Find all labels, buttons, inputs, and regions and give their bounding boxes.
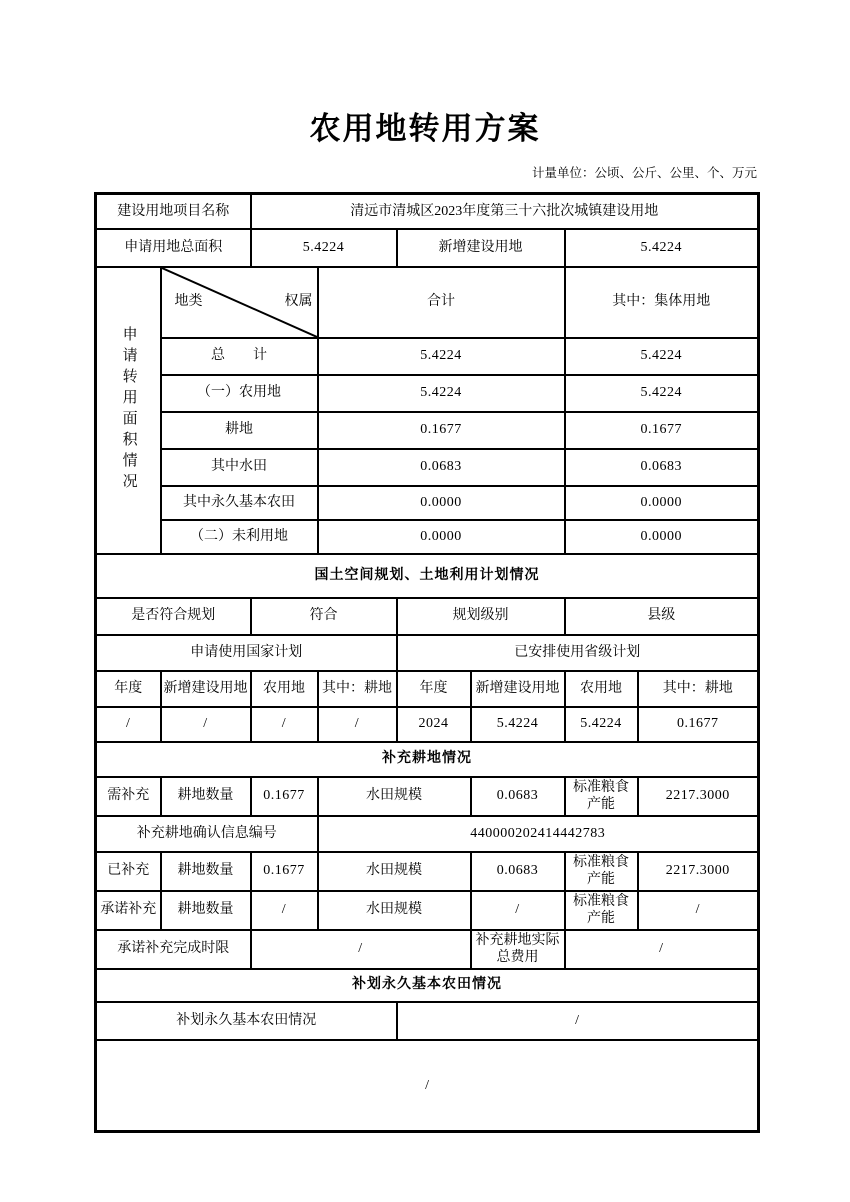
paddy-scale-label: 水田规模 (318, 777, 471, 816)
plan-col-header-year-2: 年度 (397, 671, 471, 707)
national-plan-header: 申请使用国家计划 (96, 635, 397, 671)
supplement-needed-label: 需补充 (96, 777, 161, 816)
supplement-promised-capacity: / (638, 891, 759, 930)
qty-label: 耕地数量 (161, 852, 251, 891)
compliance-label: 是否符合规划 (96, 598, 251, 635)
permanent-basic-farmland-label: 其中永久基本农田 (161, 486, 318, 520)
row-cultivated-land (96, 412, 759, 449)
plan-level-value: 县级 (565, 598, 759, 635)
paddy-field-collective: 0.0683 (565, 449, 759, 486)
row-project-name (96, 194, 759, 229)
row-farmland-replan (96, 1002, 759, 1040)
plan-level-label: 规划级别 (397, 598, 565, 635)
agricultural-land-collective: 5.4224 (565, 375, 759, 412)
plan-value-year-2: 2024 (397, 707, 471, 742)
row-supplement-needed (96, 777, 759, 816)
plan-value-agri-1: / (251, 707, 318, 742)
row-grand-total (96, 338, 759, 375)
plan-col-header-cultivated-1: 其中：耕地 (318, 671, 397, 707)
plan-col-header-agri-1: 农用地 (251, 671, 318, 707)
col-header-collective: 其中：集体用地 (565, 267, 759, 338)
grand-total-value: 5.4224 (318, 338, 565, 375)
unused-land-total: 0.0000 (318, 520, 565, 554)
row-plan-column-headers (96, 671, 759, 707)
row-planning-section-header (96, 554, 759, 598)
provincial-plan-header: 已安排使用省级计划 (397, 635, 759, 671)
compliance-value: 符合 (251, 598, 397, 635)
row-agricultural-land (96, 375, 759, 412)
supplement-needed-capacity: 2217.3000 (638, 777, 759, 816)
qty-label: 耕地数量 (161, 891, 251, 930)
row-deadline-cost (96, 930, 759, 969)
grand-total-collective: 5.4224 (565, 338, 759, 375)
plan-value-agri-2: 5.4224 (565, 707, 638, 742)
plan-value-newland-2: 5.4224 (471, 707, 565, 742)
permanent-basic-farmland-collective: 0.0000 (565, 486, 759, 520)
plan-value-newland-1: / (161, 707, 251, 742)
supplement-promised-qty: / (251, 891, 318, 930)
unused-land-label: （二）未利用地 (161, 520, 318, 554)
plan-col-header-newland-2: 新增建设用地 (471, 671, 565, 707)
row-supplement-promised (96, 891, 759, 930)
deadline-value: / (251, 930, 471, 969)
farmland-replan-value: / (397, 1002, 759, 1040)
page-title: 农用地转用方案 (309, 111, 541, 147)
agricultural-land-label: （一）农用地 (161, 375, 318, 412)
main-table (94, 192, 760, 1133)
qty-label: 耕地数量 (161, 777, 251, 816)
row-paddy-field (96, 449, 759, 486)
row-permanent-basic-farmland (96, 486, 759, 520)
new-construction-value: 5.4224 (565, 229, 759, 267)
row-farmland-section-header (96, 969, 759, 1002)
row-confirm-number (96, 816, 759, 852)
grand-total-label: 总 计 (161, 338, 318, 375)
row-remark (96, 1040, 759, 1132)
confirm-number-label: 补充耕地确认信息编号 (96, 816, 318, 852)
supplement-needed-qty: 0.1677 (251, 777, 318, 816)
new-construction-label: 新增建设用地 (397, 229, 565, 267)
cultivated-land-total: 0.1677 (318, 412, 565, 449)
plan-col-header-newland-1: 新增建设用地 (161, 671, 251, 707)
row-plan-values (96, 707, 759, 742)
diagonal-ownership-label: 权属 (284, 294, 313, 310)
conversion-side-label-cell (96, 267, 161, 554)
total-area-label: 申请用地总面积 (96, 229, 251, 267)
diagonal-labels (162, 268, 317, 337)
plan-value-cultivated-1: / (318, 707, 397, 742)
plan-col-header-cultivated-2: 其中：耕地 (638, 671, 759, 707)
row-plan-compliance (96, 598, 759, 635)
row-conversion-header (96, 267, 759, 338)
farmland-replan-label: 补划永久基本农田情况 (96, 1002, 397, 1040)
cultivated-land-collective: 0.1677 (565, 412, 759, 449)
conversion-side-label: 申请转用面积情况 (120, 326, 137, 494)
deadline-label: 承诺补充完成时限 (96, 930, 251, 969)
plan-value-cultivated-2: 0.1677 (638, 707, 759, 742)
row-total-area (96, 229, 759, 267)
farmland-section-title: 补划永久基本农田情况 (96, 969, 759, 1002)
supplement-done-label: 已补充 (96, 852, 161, 891)
paddy-field-total: 0.0683 (318, 449, 565, 486)
diagonal-header-cell (161, 267, 318, 338)
row-supplement-done (96, 852, 759, 891)
actual-cost-label: 补充耕地实际总费用 (471, 930, 565, 969)
supplement-promised-paddy: / (471, 891, 565, 930)
supplement-needed-paddy: 0.0683 (471, 777, 565, 816)
project-name-value: 清远市清城区2023年度第三十六批次城镇建设用地 (251, 194, 759, 229)
unused-land-collective: 0.0000 (565, 520, 759, 554)
supplement-done-capacity: 2217.3000 (638, 852, 759, 891)
row-supplement-section-header (96, 742, 759, 777)
permanent-basic-farmland-total: 0.0000 (318, 486, 565, 520)
total-area-value: 5.4224 (251, 229, 397, 267)
supplement-section-title: 补充耕地情况 (96, 742, 759, 777)
actual-cost-value: / (565, 930, 759, 969)
remark-cell: / (96, 1040, 759, 1132)
paddy-scale-label: 水田规模 (318, 891, 471, 930)
paddy-scale-label: 水田规模 (318, 852, 471, 891)
supplement-promised-label: 承诺补充 (96, 891, 161, 930)
capacity-label: 标准粮食产能 (565, 891, 638, 930)
capacity-label: 标准粮食产能 (565, 777, 638, 816)
paddy-field-label: 其中水田 (161, 449, 318, 486)
planning-section-title: 国土空间规划、土地利用计划情况 (96, 554, 759, 598)
plan-col-header-year-1: 年度 (96, 671, 161, 707)
unit-note: 计量单位：公顷、公斤、公里、个、万元 (531, 165, 757, 180)
project-name-label: 建设用地项目名称 (96, 194, 251, 229)
diagonal-landtype-label: 地类 (174, 294, 203, 310)
row-unused-land (96, 520, 759, 554)
capacity-label: 标准粮食产能 (565, 852, 638, 891)
supplement-done-paddy: 0.0683 (471, 852, 565, 891)
cultivated-land-label: 耕地 (161, 412, 318, 449)
agricultural-land-total: 5.4224 (318, 375, 565, 412)
plan-value-year-1: / (96, 707, 161, 742)
confirm-number-value: 440000202414442783 (318, 816, 759, 852)
plan-col-header-agri-2: 农用地 (565, 671, 638, 707)
col-header-total: 合计 (318, 267, 565, 338)
supplement-done-qty: 0.1677 (251, 852, 318, 891)
row-plan-group-headers (96, 635, 759, 671)
